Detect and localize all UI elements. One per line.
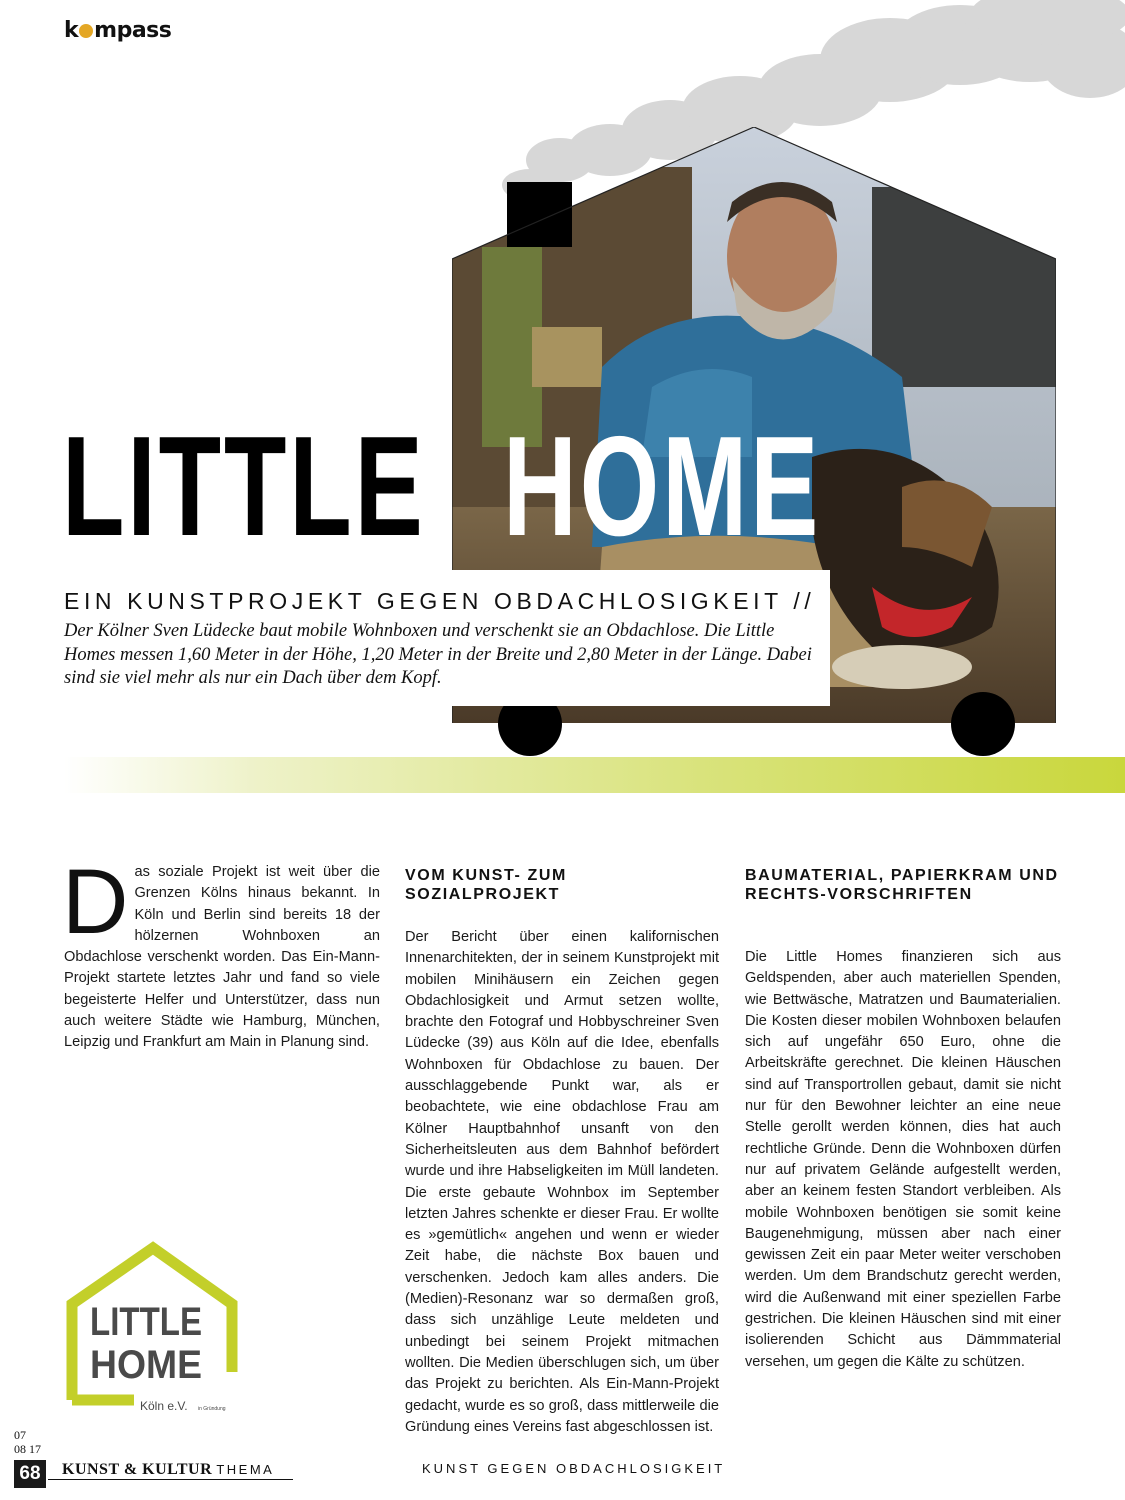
heading-col-3: BAUMATERIAL, PAPIERKRAM UND RECHTS-VORSCHRIFTEN: [745, 867, 1059, 903]
drop-cap: D: [62, 851, 129, 953]
little-home-logo: [52, 1232, 250, 1418]
brand-prefix: k: [64, 18, 79, 43]
page-number: 68: [14, 1460, 46, 1488]
headline-word-1: LITTLE: [62, 407, 426, 566]
section-light: THEMA: [216, 1462, 275, 1477]
issue-date: [14, 1428, 41, 1456]
column-1-text: as soziale Projekt ist weit über die Grenzen Kölns hinaus bekannt. In Köln und Berlin sind bereits 18 der hölzernen Wohnboxen an Obdachlose verschenkt worden. Das Ein-Mann-Projekt startete letztes Jahr und fand so viele begeisterte Helfer und Unterstützer, dass nun auch weitere Städte wie Hamburg, München, Leipzig und Frankfurt am Main in Planung sind.: [64, 864, 380, 1051]
brand-suffix: mpass: [94, 18, 172, 43]
section-label: [62, 1461, 274, 1479]
issue-line-2: 08 17: [14, 1442, 41, 1456]
running-footer: KUNST GEGEN OBDACHLOSIGKEIT: [422, 1461, 726, 1476]
logo-line-2: HOME: [90, 1343, 202, 1387]
section-rule: [48, 1479, 293, 1480]
wheel-right: [951, 692, 1015, 756]
issue-line-1: 07: [14, 1428, 26, 1442]
kicker: EIN KUNSTPROJEKT GEGEN OBDACHLOSIGKEIT //: [64, 588, 816, 614]
headline-word-2: HOME: [503, 407, 822, 566]
column-3-text: Die Little Homes finanzieren sich aus Geldspenden, aber auch materiellen Spenden, wie Bettwäsche, Matratzen und Baumaterialien. Die Kosten dieser mobilen Wohnboxen belaufen sich auf ungefähr 650 Euro, ohne die Arbeitskräfte gerechnet. Die kleinen Häuschen sind auf Transportrollen gebaut, damit sie nicht nur für den Bewohner leichter an eine neue Stelle gerollt werden können, dies hat auch rechtliche Gründe. Denn die Wohnboxen dürfen nur auf privatem Gelände aufgestellt werden, aber an keinem festen Standort verbleiben. Als mobile Wohnboxen benötigen sie somit keine Baugenehmigung, müssen aber nach einer gewissen Zeit ein paar Meter weiter verschoben werden. Um dem Brandschutz gerecht werden, wird die Außenwand mit einer speziellen Farbe gestrichen. Die kleinen Häuschen sind mit einer isolierenden Schicht aus Dämmmaterial versehen, um gegen die Kälte zu schützen.: [745, 949, 1061, 1370]
logo-line-1: LITTLE: [90, 1300, 202, 1344]
accent-bar: [64, 757, 1125, 793]
brand-logo: [64, 18, 171, 43]
column-1: [62, 851, 380, 1054]
column-2-text: Der Bericht über einen kalifornischen Innenarchitekten, der in seinem Kunstprojekt mit mobilen Minihäusern ein Zeichen gegen Obdachlosigkeit und Armut setzen wollte, brachte den Fotograf und Hobbyschreiner Sven Lüdecke (39) aus Köln auf die Idee, ebenfalls Wohnboxen für Obdachlose zu bauen. Der ausschlaggebende Punkt war, als er beobachtete, wie eine obdachlose Frau am Kölner Hauptbahnhof unsanft von den Sicherheitsleuten aus dem Bahnhof befördert wurde und ihre Habseligkeiten im Müll landeten. Die erste gebaute Wohnbox im September letzten Jahres schenkte er dieser Frau. Er wollte es »gemütlich« angehen und wenn er wieder Zeit habe, die nächste Box bauen und verschenken. Jedoch kam alles anders. Die (Medien)-Resonanz war so dermaßen groß, dass sich unzählige Leute meldeten und unbedingt bei seinem Projekt mitmachen wollten. Die Medien überschlugen sich, um über das Projekt zu berichten. Als Ein-Mann-Projekt gedacht, wurde es so groß, dass mittlerweile die Gründung eines Vereins fast abgeschlossen ist.: [405, 929, 719, 1435]
section-bold: KUNST & KULTUR: [62, 1461, 213, 1478]
lead-paragraph: Der Kölner Sven Lüdecke baut mobile Wohnboxen und verschenkt sie an Obdachlose. Die Little Homes messen 1,60 Meter in der Höhe, 1,20 Meter in der Breite und 2,80 Meter in der Länge. Dabei sind sie viel mehr als nur ein Dach über dem Kopf.: [64, 621, 812, 688]
logo-org-sub: in Gründung: [198, 1406, 226, 1412]
logo-org: Köln e.V.: [140, 1399, 188, 1413]
compass-icon: [79, 24, 93, 38]
heading-col-2: VOM KUNST- ZUM SOZIALPROJEKT: [405, 867, 567, 903]
